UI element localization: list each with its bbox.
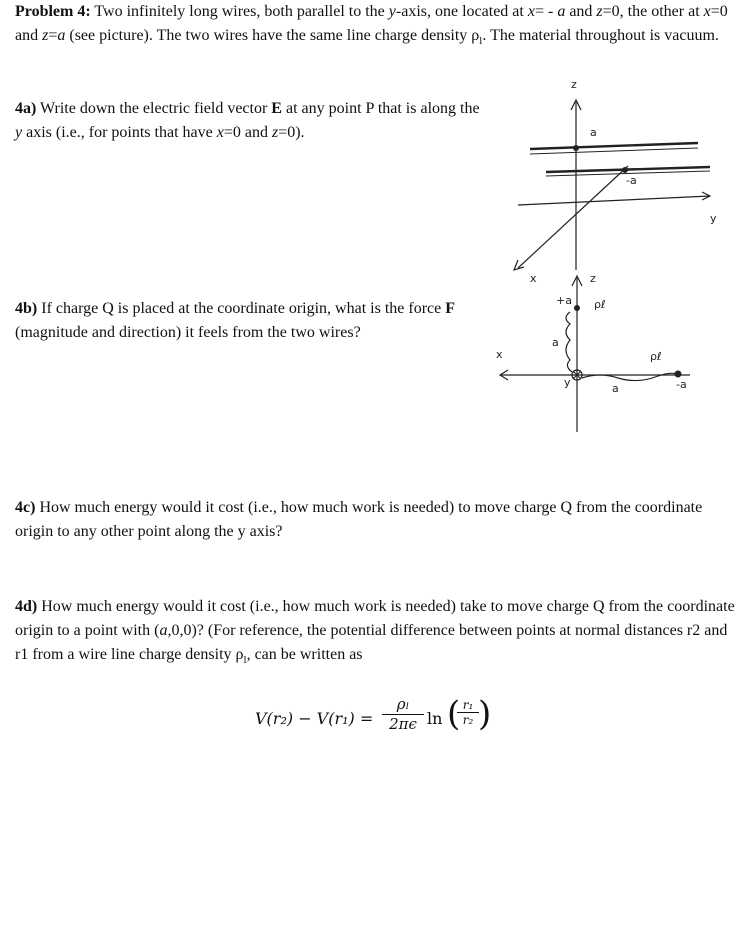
fig2-a-left-label: a: [552, 336, 559, 349]
fig2-wire-x-neg-a: [675, 371, 682, 378]
question-4b: 4b) If charge Q is placed at the coordinate origin, what is the force F (magnitude and direction) it feels from the two wires?: [15, 300, 456, 341]
problem-intro: Problem 4: Two infinitely long wires, both parallel to the y-axis, one located at x= - a and z=0, the other at x=0 and z=a (see picture). The two wires have the same line charge density $\rho_l$. The material throughout is vacuum.: [15, 3, 728, 48]
fig1-neg-a-label: -a: [626, 174, 637, 187]
question-4c: 4c) How much energy would it cost (i.e., how much work is needed) to move charge Q from the coordinate origin to any other point along the y axis?: [15, 499, 703, 540]
formula-lhs: V(r₂) − V(r₁) =: [255, 709, 374, 728]
fig1-y-axis: [518, 196, 710, 205]
potential-difference-formula: [255, 690, 555, 750]
fig2-x-label: x: [496, 348, 503, 361]
fig1-wire-point-x: [622, 167, 628, 173]
fig2-rho-right-label: ρℓ: [650, 350, 662, 363]
fig1-x-label: x: [530, 272, 537, 285]
fig2-y-label: y: [564, 376, 571, 389]
formula-left-paren: (: [447, 694, 461, 734]
fig1-wire-point-z: [573, 145, 579, 151]
fig1-y-label: y: [710, 212, 717, 225]
fig2-wire-z-a: [574, 305, 580, 311]
formula-fraction: [382, 695, 424, 733]
question-4b-label: 4b): [15, 300, 38, 317]
question-4a-label: 4a): [15, 100, 37, 117]
formula-denominator: 2πϵ: [389, 715, 417, 733]
question-4c-label: 4c): [15, 499, 36, 516]
question-4a: 4a) Write down the electric field vector E at any point P that is along the y axis (i.e., for points that have x=0 and z=0).: [15, 100, 480, 141]
formula-right-paren: ): [478, 694, 492, 734]
fig1-wire-z-a: [530, 143, 698, 149]
formula-ratio: [457, 698, 479, 727]
formula-numerator: ρₗ: [382, 695, 424, 715]
fig2-neg-a-label: -a: [676, 378, 687, 391]
fig2-z-label: z: [590, 272, 596, 285]
fig1-z-label: z: [571, 78, 577, 91]
fig2-a-bottom-label: a: [612, 382, 619, 395]
formula-ratio-numerator: r₁: [457, 698, 479, 713]
figure-3d-wires: [500, 70, 756, 290]
fig2-brace-a-vertical: [566, 312, 572, 372]
fig2-rho-top-label: ρℓ: [594, 298, 606, 311]
question-4d: 4d) How much energy would it cost (i.e., how much work is needed) take to move charge Q from the coordinate origin to a point with (a,0,0)? (For reference, the potential difference between points at normal distances r2 and r1 from a wire line charge density $\rho_l$, can be written as: [15, 598, 735, 667]
question-4d-label: 4d): [15, 598, 38, 615]
problem-label: Problem 4:: [15, 3, 91, 20]
figure-cross-section: [490, 260, 756, 440]
formula-ratio-denominator: r₂: [462, 713, 474, 727]
fig1-x-axis: [518, 166, 628, 268]
fig2-plus-a-label: +a: [556, 294, 572, 307]
formula-ln: ln: [427, 709, 443, 728]
fig1-a-label: a: [590, 126, 597, 139]
